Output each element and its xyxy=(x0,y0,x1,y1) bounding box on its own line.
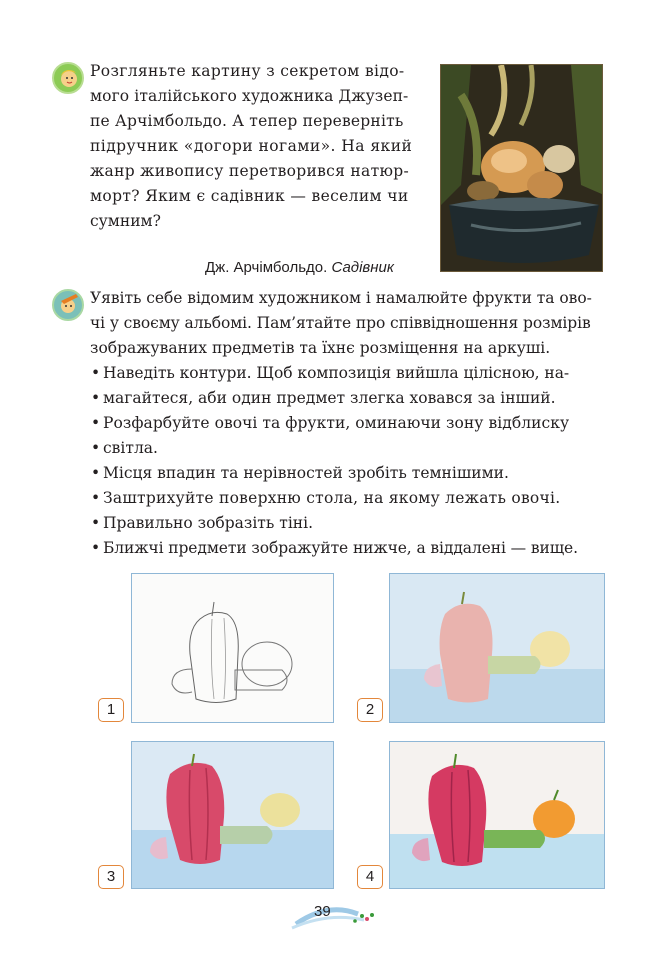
task1-line: пе Арчімбольдо. А тепер переверніть xyxy=(90,112,404,130)
task1-line: підручник «догори ногами». На який xyxy=(90,137,413,155)
step-number-2: 2 xyxy=(357,698,383,722)
bullet-line: • Ближчі предмети зображуйте нижче, а віддалені — вище. xyxy=(103,539,578,557)
task2-line: чі у своєму альбомі. Пам’ятайте про співвідношення розмірів xyxy=(90,314,591,332)
task1-line: Розгляньте картину з секретом відо- xyxy=(90,62,405,80)
sketch-step-4 xyxy=(389,741,605,889)
task1-line: мого італійського художника Джузеп- xyxy=(90,87,409,105)
bullet-line-cont: • Правильно зобразіть тіні. xyxy=(103,514,313,532)
step-number-3: 3 xyxy=(98,865,124,889)
bullet-line: • Наведіть контури. Щоб композиція вийшла цілісною, на- xyxy=(103,364,569,382)
page-number-swoosh xyxy=(288,898,380,932)
painting-brush-icon xyxy=(52,289,84,321)
task1-line: сумним? xyxy=(90,212,161,230)
child-face-icon xyxy=(52,62,84,94)
task2-line: зображуваних предметів та їхнє розміщення на аркуші. xyxy=(90,339,551,357)
bullet-line-cont: • магайтеся, аби один предмет злегка ховався за інший. xyxy=(103,389,556,407)
sketch-step-1 xyxy=(131,573,334,723)
sketch-step-3 xyxy=(131,741,334,889)
caption-title: Садівник xyxy=(331,259,394,276)
task1-line: жанр живопису перетворився натюр- xyxy=(90,162,410,180)
step-number-1: 1 xyxy=(98,698,124,722)
bullet-line: • Місця впадин та нерівностей зробіть темнішими. xyxy=(103,464,509,482)
task1-line: морт? Яким є садівник — веселим чи xyxy=(90,187,409,205)
sketch-step-2 xyxy=(389,573,605,723)
painting-caption xyxy=(205,259,394,276)
page-number: 39 xyxy=(314,903,331,920)
task2-line: Уявіть себе відомим художником і намалюйте фрукти та ово- xyxy=(90,289,592,307)
bullet-line-cont: • світла. xyxy=(103,439,158,457)
arcimboldo-painting xyxy=(440,64,603,272)
caption-author: Дж. Арчімбольдо. xyxy=(205,259,328,276)
bullet-line: • Заштрихуйте поверхню стола, на якому лежать овочі. xyxy=(103,489,560,507)
step-number-4: 4 xyxy=(357,865,383,889)
bullet-line: • Розфарбуйте овочі та фрукти, оминаючи зону відблиску xyxy=(103,414,569,432)
